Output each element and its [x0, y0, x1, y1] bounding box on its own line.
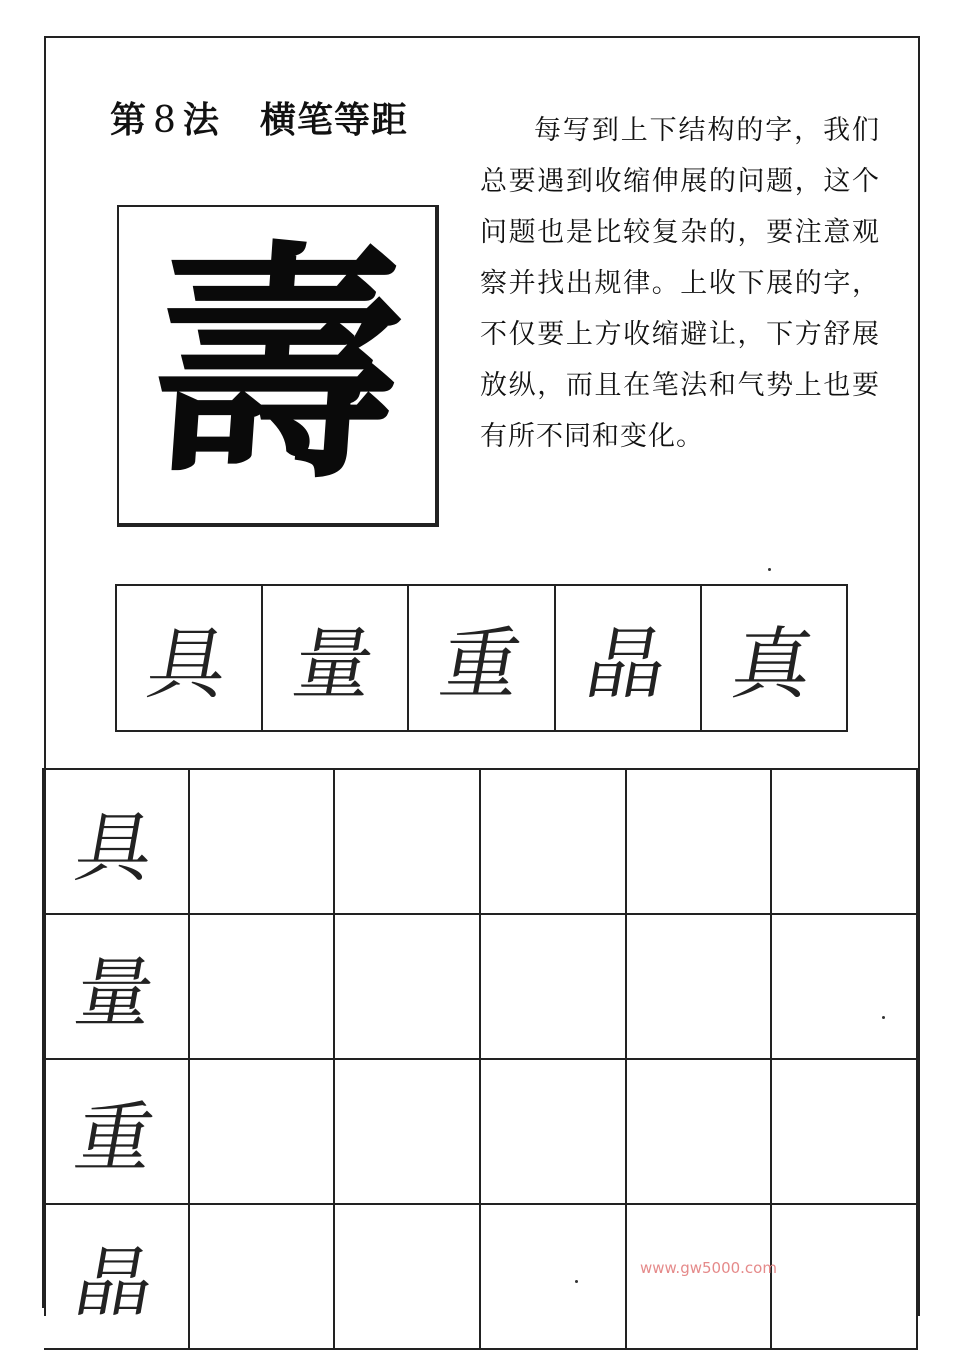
sample-character: 晶: [579, 620, 674, 710]
sample-cell: [556, 586, 702, 730]
practice-blank-cell: [335, 770, 481, 913]
practice-blank-cell: [335, 1205, 481, 1348]
practice-blank-cell: [190, 1060, 336, 1203]
sample-character: 真: [725, 620, 820, 710]
practice-blank-cell: [772, 1060, 918, 1203]
practice-blank-cell: [481, 1205, 627, 1348]
practice-row: [44, 1060, 918, 1205]
sample-cell: [702, 586, 846, 730]
watermark: www.gw5000.com: [640, 1259, 777, 1277]
practice-blank-cell: [481, 770, 627, 913]
practice-model-cell: [44, 770, 190, 913]
practice-blank-cell: [335, 1060, 481, 1203]
lesson-number: 8: [153, 100, 177, 141]
practice-model-character: 具: [68, 803, 161, 892]
sample-cell: [117, 586, 263, 730]
lesson-title: [110, 92, 408, 143]
practice-blank-cell: [481, 915, 627, 1058]
sample-cell: [263, 586, 409, 730]
practice-model-cell: [44, 1205, 190, 1348]
practice-blank-cell: [190, 1205, 336, 1348]
ink-speck: [882, 1016, 885, 1019]
practice-blank-cell: [627, 915, 773, 1058]
practice-blank-cell: [190, 915, 336, 1058]
lesson-suffix: 法: [182, 100, 220, 141]
sample-strip: [115, 584, 848, 732]
practice-row: [44, 915, 918, 1060]
ink-speck: [575, 1280, 578, 1283]
practice-blank-cell: [772, 770, 918, 913]
practice-blank-cell: [190, 770, 336, 913]
lesson-prefix: 第: [110, 100, 148, 141]
sample-character: 量: [287, 620, 382, 710]
sample-cell: [409, 586, 555, 730]
ink-speck: [768, 568, 771, 571]
practice-blank-cell: [772, 915, 918, 1058]
demo-character-box: [117, 205, 439, 527]
practice-blank-cell: [627, 770, 773, 913]
lesson-name: 横笔等距: [259, 100, 408, 141]
practice-row: [44, 1205, 918, 1350]
lesson-description: 每写到上下结构的字，我们总要遇到收缩伸展的问题，这个问题也是比较复杂的，要注意观察并找出规律。上收下展的字，不仅要上方收缩避让，下方舒展放纵，而且在笔法和气势上也要有所不同和变化。: [480, 115, 880, 452]
practice-row: [44, 770, 918, 915]
practice-model-character: 晶: [68, 1238, 161, 1327]
practice-blank-cell: [481, 1060, 627, 1203]
demo-character: 壽: [141, 218, 413, 512]
sample-character: 重: [433, 620, 528, 710]
practice-model-cell: [44, 915, 190, 1058]
practice-model-cell: [44, 1060, 190, 1203]
practice-grid: [42, 768, 918, 1327]
practice-blank-cell: [772, 1205, 918, 1348]
practice-model-character: 量: [68, 948, 161, 1037]
practice-blank-cell: [335, 915, 481, 1058]
sample-character: 具: [140, 620, 235, 710]
practice-model-character: 重: [68, 1093, 161, 1182]
practice-blank-cell: [627, 1060, 773, 1203]
